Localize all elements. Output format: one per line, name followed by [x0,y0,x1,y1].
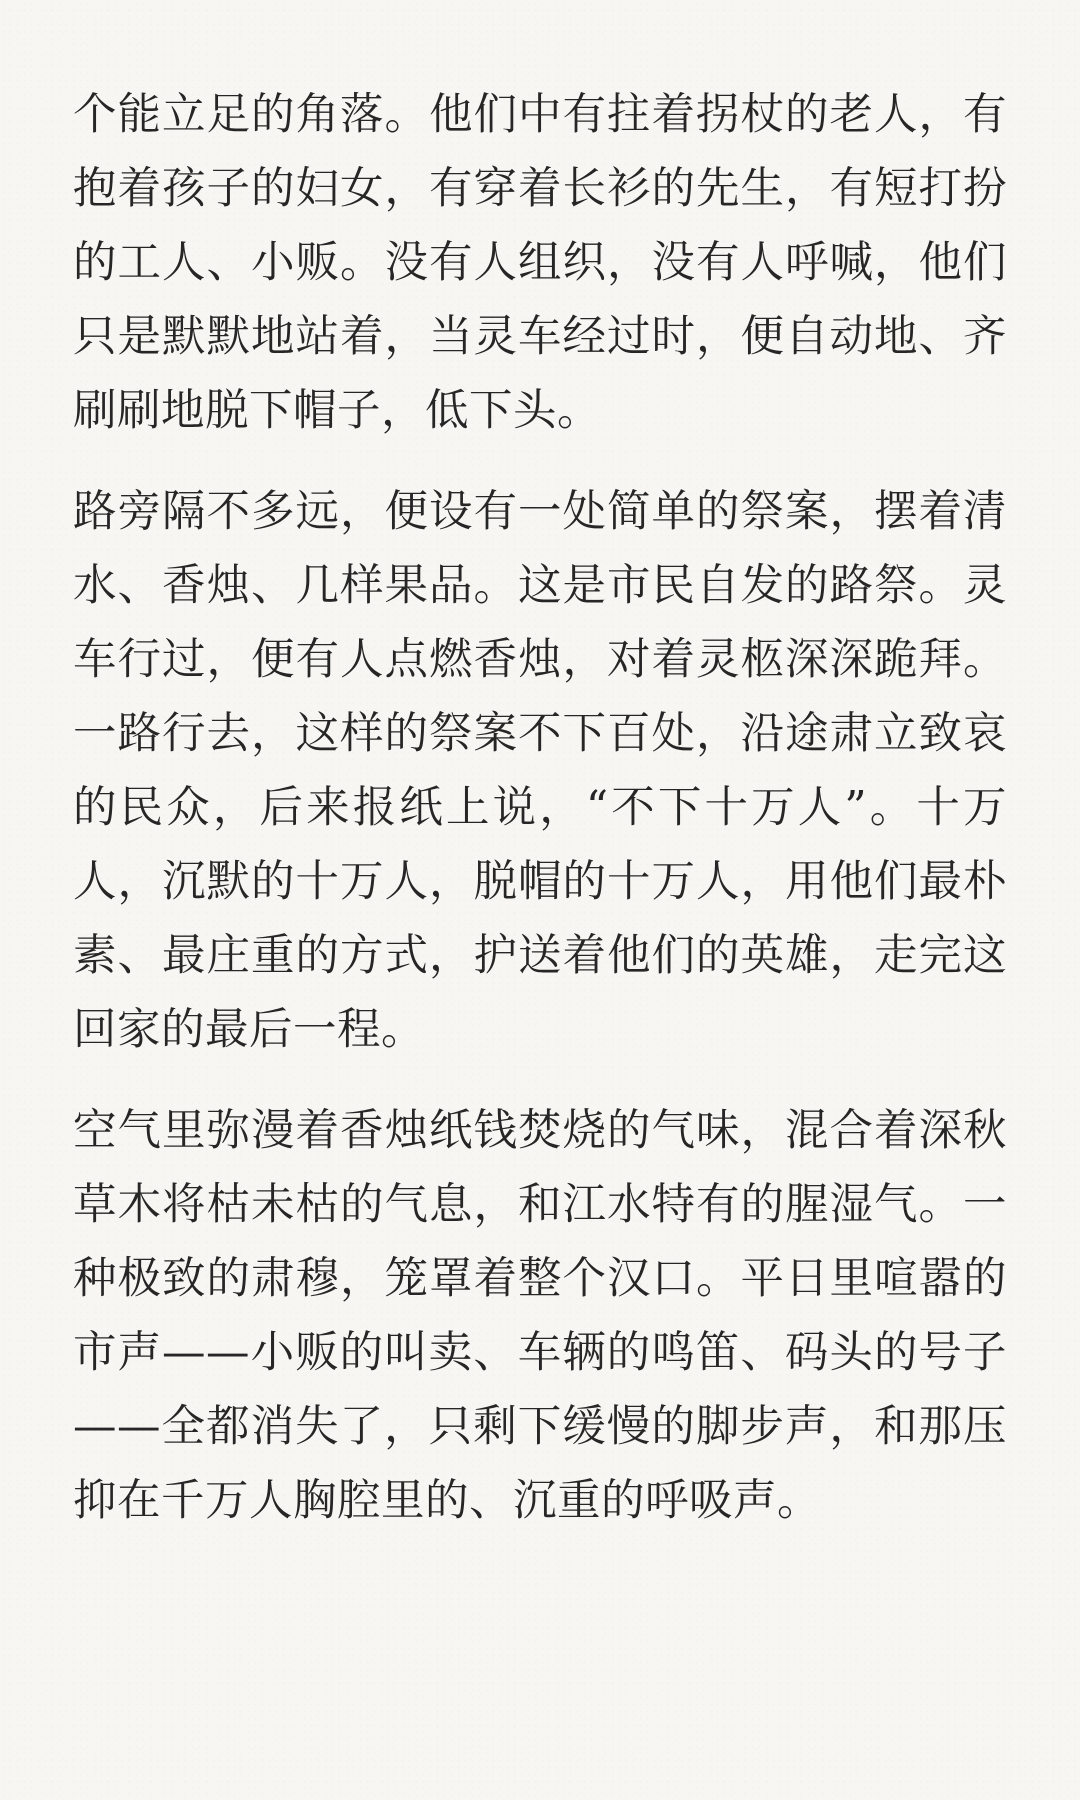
article-body [73,78,1007,1538]
paragraph-1: 个能立足的角落。他们中有拄着拐杖的老人，有抱着孩子的妇女，有穿着长衫的先生，有短打扮的工人、小贩。没有人组织，没有人呼喊，他们只是默默地站着，当灵车经过时，便自动地、齐刷刷地脱下帽子，低下头。 [73,90,1007,436]
paragraph-3: 空气里弥漫着香烛纸钱焚烧的气味，混合着深秋草木将枯未枯的气息，和江水特有的腥湿气。一种极致的肃穆，笼罩着整个汉口。平日里喧嚣的市声——小贩的叫卖、车辆的鸣笛、码头的号子——全都消失了，只剩下缓慢的脚步声，和那压抑在千万人胸腔里的、沉重的呼吸声。 [73,1106,1007,1526]
paragraph-2: 路旁隔不多远，便设有一处简单的祭案，摆着清水、香烛、几样果品。这是市民自发的路祭。灵车行过，便有人点燃香烛，对着灵柩深深跪拜。一路行去，这样的祭案不下百处，沿途肃立致哀的民众，后来报纸上说，“不下十万人”。十万人，沉默的十万人，脱帽的十万人，用他们最朴素、最庄重的方式，护送着他们的英雄，走完这回家的最后一程。 [73,487,1007,1055]
